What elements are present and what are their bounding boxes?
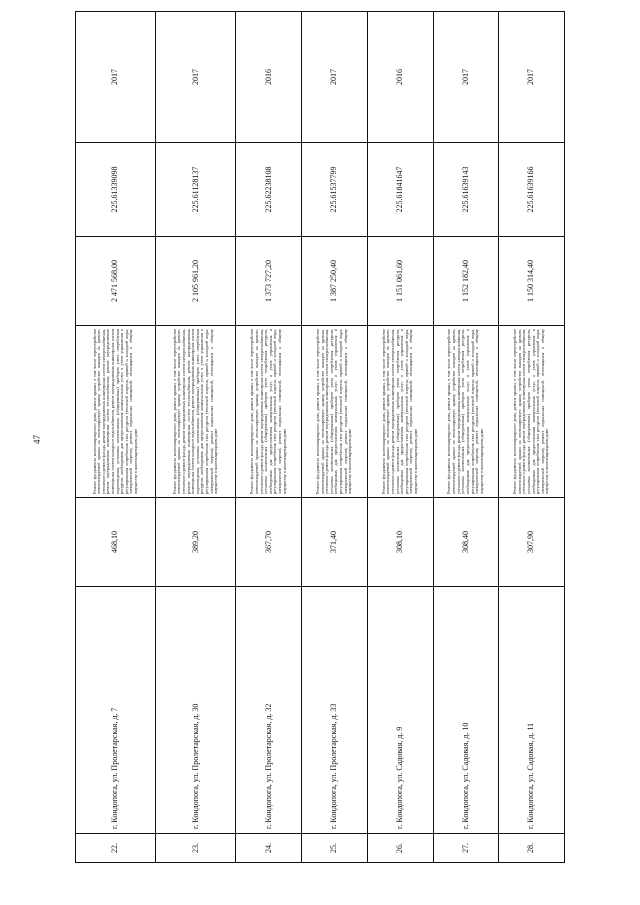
cost-cell: 1 152 182,40 [433, 237, 499, 326]
table-row [302, 12, 368, 863]
work-description-cell: Ремонт фундамента многоквартирного дома, ремонт крыши, в том числе переустройство невентилируемой крыши на вентилируемую крышу, устройство выходов на кровлю, утепление и ремонт фасада, ремонт внутридомовых инженерных систем электроснабжения, установка коллективных (общедомовых) приборов учета потребления ресурсов, необходимых для предоставления коммунальных услуг, и узлов управления и регулирования потребления этих ресурсов (тепловой энергии, горячей и холодной воды, электрической энергии), ремонт подвальных помещений, относящихся к общему имуществу в многоквартирном доме [302, 326, 368, 498]
area-cell: 389,20 [156, 498, 236, 587]
year-cell: 2017 [156, 12, 236, 143]
year-cell: 2016 [236, 12, 302, 143]
area-cell: 308,40 [433, 498, 499, 587]
code-cell: 225.61128137 [156, 143, 236, 237]
table-row [499, 12, 565, 863]
code-cell: 225.62238108 [236, 143, 302, 237]
address-cell: г. Кондопога, ул. Садовая, д. 10 [433, 587, 499, 834]
area-cell: 308,10 [367, 498, 433, 587]
area-cell: 371,40 [302, 498, 368, 587]
code-cell: 225.61841647 [367, 143, 433, 237]
area-cell: 468,10 [76, 498, 156, 587]
address-cell: г. Кондопога, ул. Садовая, д. 9 [367, 587, 433, 834]
area-cell: 367,70 [236, 498, 302, 587]
year-cell: 2017 [76, 12, 156, 143]
work-description-cell: Ремонт фундамента многоквартирного дома, ремонт крыши, в том числе переустройство невентилируемой крыши на вентилируемую крышу, устройство выходов на кровлю, утепление и ремонт фасада, ремонт внутридомовых инженерных систем электроснабжения, установка коллективных (общедомовых) приборов учета потребления ресурсов, необходимых для предоставления коммунальных услуг, и узлов управления и регулирования потребления этих ресурсов (тепловой энергии, горячей и холодной воды, электрической энергии), ремонт подвальных помещений, относящихся к общему имуществу в многоквартирном доме [236, 326, 302, 498]
cost-cell: 1 150 314,40 [499, 237, 565, 326]
cost-cell: 1 387 250,40 [302, 237, 368, 326]
year-cell: 2017 [433, 12, 499, 143]
address-cell: г. Кондопога, ул. Садовая, д. 11 [499, 587, 565, 834]
table-row [236, 12, 302, 863]
row-number: 26. [367, 834, 433, 863]
code-cell: 225.61639166 [499, 143, 565, 237]
work-description-cell: Ремонт фундамента многоквартирного дома, ремонт крыши, в том числе переустройство невентилируемой крыши на вентилируемую крышу, устройство выходов на кровлю, утепление и ремонт фасада, ремонт внутридомовых инженерных систем электроснабжения, ремонт внутридомовых инженерных систем теплоснабжения, ремонт внутридомовых инженерных систем холодного водоснабжения, ремонт внутридомовых инженерных систем водоотведения, установка коллективных (общедомовых) приборов учета потребления ресурсов, необходимых для предоставления коммунальных услуг, и узлов управления и регулирования потребления этих ресурсов (тепловой энергии, горячей и холодной воды, электрической энергии), ремонт подвальных помещений, относящихся к общему имуществу в многоквартирном доме [76, 326, 156, 498]
cost-cell: 1 151 061,60 [367, 237, 433, 326]
table-body [76, 12, 565, 863]
code-cell: 225.61339098 [76, 143, 156, 237]
table-row [433, 12, 499, 863]
area-cell: 307,90 [499, 498, 565, 587]
address-cell: г. Кондопога, ул. Пролетарская, д. 33 [302, 587, 368, 834]
capital-repair-table [75, 11, 565, 863]
row-number: 25. [302, 834, 368, 863]
table-row [156, 12, 236, 863]
code-cell: 225.61639143 [433, 143, 499, 237]
address-cell: г. Кондопога, ул. Пролетарская, д. 32 [236, 587, 302, 834]
table-row [76, 12, 156, 863]
row-number: 24. [236, 834, 302, 863]
year-cell: 2017 [499, 12, 565, 143]
work-description-cell: Ремонт фундамента многоквартирного дома, ремонт крыши, в том числе переустройство невентилируемой крыши на вентилируемую крышу, устройство выходов на кровлю, утепление и ремонт фасада, ремонт внутридомовых инженерных систем электроснабжения, ремонт внутридомовых инженерных систем теплоснабжения, ремонт внутридомовых инженерных систем холодного водоснабжения, ремонт внутридомовых инженерных систем водоотведения, установка коллективных (общедомовых) приборов учета потребления ресурсов, необходимых для предоставления коммунальных услуг, и узлов управления и регулирования потребления этих ресурсов (тепловой энергии, горячей и холодной воды, электрической энергии), ремонт подвальных помещений, относящихся к общему имуществу в многоквартирном доме [156, 326, 236, 498]
cost-cell: 2 105 961,20 [156, 237, 236, 326]
row-number: 23. [156, 834, 236, 863]
year-cell: 2016 [367, 12, 433, 143]
address-cell: г. Кондопога, ул. Пролетарская, д. 30 [156, 587, 236, 834]
address-cell: г. Кондопога, ул. Пролетарская, д. 7 [76, 587, 156, 834]
year-cell: 2017 [302, 12, 368, 143]
work-description-cell: Ремонт фундамента многоквартирного дома, ремонт крыши, в том числе переустройство невентилируемой крыши на вентилируемую крышу, устройство выходов на кровлю, утепление и ремонт фасада, ремонт внутридомовых инженерных систем электроснабжения, установка коллективных (общедомовых) приборов учета потребления ресурсов, необходимых для предоставления коммунальных услуг, и узлов управления и регулирования потребления этих ресурсов (тепловой энергии, горячей и холодной воды, электрической энергии), ремонт подвальных помещений, относящихся к общему имуществу в многоквартирном доме [499, 326, 565, 498]
rotated-table-sheet [75, 69, 565, 863]
cost-cell: 1 373 727,20 [236, 237, 302, 326]
row-number: 22. [76, 834, 156, 863]
row-number: 28. [499, 834, 565, 863]
table-row [367, 12, 433, 863]
work-description-cell: Ремонт фундамента многоквартирного дома, ремонт крыши, в том числе переустройство невентилируемой крыши на вентилируемую крышу, устройство выходов на кровлю, утепление и ремонт фасада, ремонт внутридомовых инженерных систем электроснабжения, установка коллективных (общедомовых) приборов учета потребления ресурсов, необходимых для предоставления коммунальных услуг, и узлов управления и регулирования потребления этих ресурсов (тепловой энергии, горячей и холодной воды, электрической энергии), ремонт подвальных помещений, относящихся к общему имуществу в многоквартирном доме [433, 326, 499, 498]
row-number: 27. [433, 834, 499, 863]
page-number: 47 [32, 435, 42, 444]
work-description-cell: Ремонт фундамента многоквартирного дома, ремонт крыши, в том числе переустройство невентилируемой крыши на вентилируемую крышу, устройство выходов на кровлю, утепление и ремонт фасада, ремонт внутридомовых инженерных систем электроснабжения, установка коллективных (общедомовых) приборов учета потребления ресурсов, необходимых для предоставления коммунальных услуг, и узлов управления и регулирования потребления этих ресурсов (тепловой энергии, горячей и холодной воды, электрической энергии), ремонт подвальных помещений, относящихся к общему имуществу в многоквартирном доме [367, 326, 433, 498]
code-cell: 225.61537799 [302, 143, 368, 237]
cost-cell: 2 471 568,00 [76, 237, 156, 326]
